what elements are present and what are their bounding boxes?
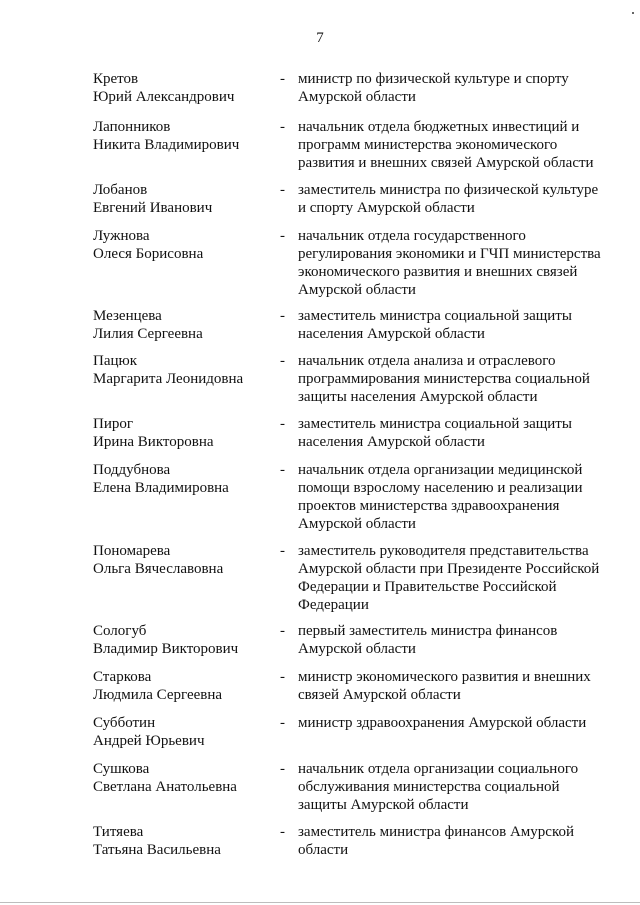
member-given-names: Светлана Анатольевна bbox=[93, 779, 237, 795]
dash-separator: - bbox=[280, 308, 285, 324]
member-surname: Лобанов bbox=[93, 182, 148, 198]
position-line: защиты населения Амурской области bbox=[298, 389, 538, 405]
member-surname: Кретов bbox=[93, 71, 139, 87]
member-name bbox=[93, 823, 268, 859]
member-given-names: Андрей Юрьевич bbox=[93, 733, 205, 749]
member-given-names: Ирина Викторовна bbox=[93, 434, 214, 450]
member-position bbox=[298, 307, 608, 343]
member-given-names: Людмила Сергеевна bbox=[93, 687, 223, 703]
position-line: заместитель руководителя представительства bbox=[298, 543, 589, 559]
position-line: населения Амурской области bbox=[298, 434, 485, 450]
member-surname: Сушкова bbox=[93, 761, 150, 777]
position-line: начальник отдела анализа и отраслевого bbox=[298, 353, 556, 369]
member-name bbox=[93, 622, 268, 658]
member-position bbox=[298, 622, 608, 658]
member-position bbox=[298, 352, 608, 406]
member-position bbox=[298, 760, 608, 814]
position-line: области bbox=[298, 842, 349, 858]
member-name bbox=[93, 118, 268, 154]
member-name bbox=[93, 415, 268, 451]
dash-separator: - bbox=[280, 462, 285, 478]
page-number: 7 bbox=[316, 30, 324, 46]
member-name bbox=[93, 714, 268, 750]
position-line: министр здравоохранения Амурской области bbox=[298, 715, 587, 731]
member-name bbox=[93, 70, 268, 106]
scan-edge-line bbox=[0, 902, 640, 903]
dash-separator: - bbox=[280, 669, 285, 685]
position-line: программирования министерства социальной bbox=[298, 371, 590, 387]
member-given-names: Никита Владимирович bbox=[93, 137, 240, 153]
position-line: заместитель министра финансов Амурской bbox=[298, 824, 574, 840]
position-line: министр экономического развития и внешних bbox=[298, 669, 591, 685]
position-line: программ министерства экономического bbox=[298, 137, 558, 153]
dash-separator: - bbox=[280, 71, 285, 87]
member-position bbox=[298, 415, 608, 451]
position-line: Федерации и Правительстве Российской bbox=[298, 579, 557, 595]
member-given-names: Ольга Вячеславовна bbox=[93, 561, 224, 577]
member-given-names: Татьяна Васильевна bbox=[93, 842, 221, 858]
position-line: Амурской области bbox=[298, 282, 416, 298]
position-line: Амурской области при Президенте Российской bbox=[298, 561, 600, 577]
position-line: заместитель министра социальной защиты bbox=[298, 308, 572, 324]
dash-separator: - bbox=[280, 228, 285, 244]
member-surname: Поддубнова bbox=[93, 462, 171, 478]
member-position bbox=[298, 181, 608, 217]
member-surname: Субботин bbox=[93, 715, 156, 731]
position-line: защиты Амурской области bbox=[298, 797, 469, 813]
member-surname: Старкова bbox=[93, 669, 152, 685]
member-name bbox=[93, 461, 268, 497]
position-line: начальник отдела организации медицинской bbox=[298, 462, 583, 478]
member-given-names: Евгений Иванович bbox=[93, 200, 213, 216]
position-line: начальник отдела бюджетных инвестиций и bbox=[298, 119, 580, 135]
member-given-names: Владимир Викторович bbox=[93, 641, 239, 657]
member-position bbox=[298, 668, 608, 704]
member-surname: Сологуб bbox=[93, 623, 147, 639]
member-surname: Лапонников bbox=[93, 119, 171, 135]
position-line: заместитель министра социальной защиты bbox=[298, 416, 572, 432]
member-given-names: Олеся Борисовна bbox=[93, 246, 204, 262]
dash-separator: - bbox=[280, 623, 285, 639]
position-line: населения Амурской области bbox=[298, 326, 485, 342]
dash-separator: - bbox=[280, 824, 285, 840]
member-name bbox=[93, 227, 268, 263]
member-name bbox=[93, 760, 268, 796]
member-position bbox=[298, 823, 608, 859]
member-name bbox=[93, 352, 268, 388]
position-line: заместитель министра по физической культуре bbox=[298, 182, 599, 198]
position-line: регулирования экономики и ГЧП министерства bbox=[298, 246, 601, 262]
member-given-names: Маргарита Леонидовна bbox=[93, 371, 244, 387]
member-surname: Пирог bbox=[93, 416, 134, 432]
member-given-names: Елена Владимировна bbox=[93, 480, 229, 496]
position-line: начальник отдела организации социального bbox=[298, 761, 579, 777]
position-line: министр по физической культуре и спорту bbox=[298, 71, 569, 87]
dash-separator: - bbox=[280, 182, 285, 198]
member-position bbox=[298, 70, 608, 106]
member-position bbox=[298, 118, 608, 172]
position-line: проектов министерства здравоохранения bbox=[298, 498, 560, 514]
member-position bbox=[298, 542, 608, 614]
position-line: обслуживания министерства социальной bbox=[298, 779, 560, 795]
dash-separator: - bbox=[280, 761, 285, 777]
position-line: связей Амурской области bbox=[298, 687, 461, 703]
member-position bbox=[298, 227, 608, 299]
dash-separator: - bbox=[280, 715, 285, 731]
dash-separator: - bbox=[280, 416, 285, 432]
member-name bbox=[93, 542, 268, 578]
position-line: Федерации bbox=[298, 597, 369, 613]
position-line: экономического развития и внешних связей bbox=[298, 264, 578, 280]
member-position bbox=[298, 461, 608, 533]
scan-speck bbox=[632, 12, 634, 14]
dash-separator: - bbox=[280, 353, 285, 369]
position-line: развития и внешних связей Амурской области bbox=[298, 155, 594, 171]
position-line: Амурской области bbox=[298, 516, 416, 532]
position-line: Амурской области bbox=[298, 641, 416, 657]
position-line: Амурской области bbox=[298, 89, 416, 105]
member-name bbox=[93, 668, 268, 704]
position-line: первый заместитель министра финансов bbox=[298, 623, 558, 639]
position-line: и спорту Амурской области bbox=[298, 200, 475, 216]
member-given-names: Лилия Сергеевна bbox=[93, 326, 203, 342]
member-given-names: Юрий Александрович bbox=[93, 89, 235, 105]
position-line: помощи взрослому населению и реализации bbox=[298, 480, 583, 496]
member-surname: Пацюк bbox=[93, 353, 138, 369]
dash-separator: - bbox=[280, 543, 285, 559]
member-position bbox=[298, 714, 608, 732]
member-surname: Лужнова bbox=[93, 228, 150, 244]
position-line: начальник отдела государственного bbox=[298, 228, 526, 244]
dash-separator: - bbox=[280, 119, 285, 135]
member-surname: Мезенцева bbox=[93, 308, 162, 324]
member-surname: Пономарева bbox=[93, 543, 171, 559]
member-surname: Титяева bbox=[93, 824, 144, 840]
member-name bbox=[93, 307, 268, 343]
member-name bbox=[93, 181, 268, 217]
